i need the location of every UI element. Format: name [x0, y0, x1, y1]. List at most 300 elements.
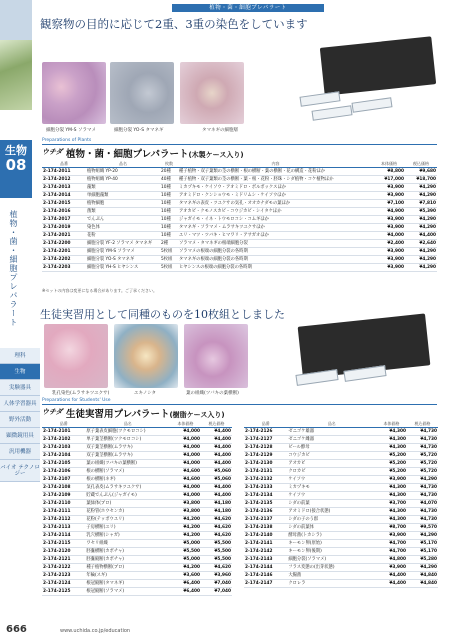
table-cell: 年輪(スギ) [85, 572, 170, 580]
price-cell: ¥4,400 [201, 492, 232, 500]
price-cell: ¥3,600 [170, 572, 201, 580]
product-code: 2-174-2138 [244, 524, 287, 532]
table-row [42, 452, 232, 460]
footer-url[interactable]: www.uchida.co.jp/education [60, 628, 131, 634]
table-cell: 植物組織 YP-20 [86, 168, 160, 176]
product-code: 2-174-2101 [42, 428, 85, 436]
col-header: 税込価格 [407, 420, 438, 428]
product-code: 2-174-2012 [42, 176, 86, 184]
price-cell: ¥3,700 [376, 500, 407, 508]
table-cell: 根の横断(ソラマメ) [85, 468, 170, 476]
price-cell: ¥4,730 [407, 436, 438, 444]
price-cell: ¥3,900 [373, 184, 405, 192]
product-code: 2-174-2133 [244, 484, 287, 492]
price-cell: ¥4,400 [376, 580, 407, 588]
price-cell: ¥4,180 [201, 508, 232, 516]
price-cell: ¥4,400 [376, 572, 407, 580]
micrograph-photo-4 [44, 324, 108, 388]
price-cell: ¥7,040 [201, 580, 232, 588]
product-code: 2-174-2124 [42, 580, 85, 588]
nav-item[interactable]: 実験器具 [0, 380, 40, 396]
product-code: 2-174-2201 [42, 248, 86, 256]
category-number: 08 [5, 156, 27, 174]
table-cell: 10種 [160, 216, 178, 224]
table-cell: 5枚組 [160, 248, 178, 256]
table-row [42, 580, 232, 588]
table-row [42, 200, 437, 208]
table-cell: クロレラ [287, 580, 376, 588]
price-cell: ¥4,200 [170, 516, 201, 524]
price-cell: ¥4,620 [201, 532, 232, 540]
price-cell: ¥3,960 [201, 572, 232, 580]
product-code: 2-174-2109 [42, 492, 85, 500]
nav-item[interactable]: バイオ テクノロジー [0, 460, 40, 482]
price-cell: ¥3,900 [376, 564, 407, 572]
price-cell: ¥4,900 [373, 208, 405, 216]
table-row [42, 248, 437, 256]
price-cell: ¥4,730 [407, 428, 438, 436]
col-header: 枚数 [160, 160, 178, 168]
table-row [42, 444, 232, 452]
col-header: 本体価格 [373, 160, 405, 168]
product-code: 2-174-2021 [42, 232, 86, 240]
product-code: 2-174-2200 [42, 240, 86, 248]
price-cell: ¥4,400 [405, 232, 437, 240]
price-cell: ¥18,700 [405, 176, 437, 184]
table-cell: 根の横断(ネギ) [85, 476, 170, 484]
section-title-text: 生徒実習用プレパラート [66, 409, 170, 420]
table-row [42, 176, 437, 184]
table-cell: 根冠縦断(タマネギ) [85, 580, 170, 588]
table-row [42, 240, 437, 248]
chapter-nav [0, 348, 40, 482]
price-cell: ¥5,200 [376, 452, 407, 460]
table-row [244, 540, 438, 548]
table-cell: 子房横断(ユリ) [85, 524, 170, 532]
section-subtitle: (木製ケース入り) [188, 151, 244, 159]
table-row [244, 572, 438, 580]
micrograph-photo-6 [184, 324, 248, 388]
price-cell: ¥4,000 [373, 232, 405, 240]
photo-caption: 細胞分裂 YO-S タマネギ [114, 128, 164, 133]
section-title-text: 植物・菌・細胞プレパラート [66, 149, 189, 160]
product-code: 2-174-2140 [244, 532, 287, 540]
table-row [244, 516, 438, 524]
table-cell: 10種 [160, 184, 178, 192]
price-cell: ¥3,800 [170, 500, 201, 508]
table-note: ※セットの内容は変更になる場合があります。ご了承ください。 [42, 288, 158, 293]
product-code: 2-174-2141 [244, 540, 287, 548]
price-cell: ¥4,290 [405, 192, 437, 200]
product-code: 2-174-2121 [42, 556, 85, 564]
product-code: 2-174-2203 [42, 264, 86, 272]
price-cell: ¥5,060 [201, 468, 232, 476]
brand-logo: ウチダ [42, 148, 63, 156]
table-row [244, 460, 438, 468]
nav-item[interactable]: 理科 [0, 348, 40, 364]
price-cell: ¥4,300 [376, 436, 407, 444]
product-code: 2-174-2017 [42, 216, 86, 224]
product-code: 2-174-2111 [42, 508, 85, 516]
price-cell: ¥4,730 [407, 516, 438, 524]
table-row [42, 192, 437, 200]
table-cell: 細胞分裂 YF-2 ソラマメ タマネギ [86, 240, 160, 248]
price-cell: ¥4,000 [170, 444, 201, 452]
table-cell: タマネギの根端の細胞分裂の各時期 [178, 256, 373, 264]
price-cell: ¥4,290 [407, 532, 438, 540]
product-code: 2-174-2128 [244, 444, 287, 452]
left-rail [0, 0, 32, 644]
table-row [42, 264, 437, 272]
price-cell: ¥4,290 [405, 184, 437, 192]
product-code: 2-174-2132 [244, 476, 287, 484]
table-cell: シダの前葉 [287, 500, 376, 508]
table-cell: アオミドロ(接合状態) [287, 508, 376, 516]
table-cell: 葉緑体(ブロ) [85, 500, 170, 508]
table-cell: ゼニゴケ雌器 [287, 436, 376, 444]
price-cell: ¥5,500 [201, 548, 232, 556]
category-label: 生物 [5, 144, 27, 157]
price-cell: ¥5,390 [405, 208, 437, 216]
price-cell: ¥3,900 [373, 192, 405, 200]
table-cell: 大腸菌 [287, 572, 376, 580]
section-rule [42, 144, 437, 145]
table-cell: コウジカビ [287, 452, 376, 460]
product-code: 2-174-2112 [42, 516, 85, 524]
nav-item[interactable]: 顕微鏡用具 [0, 428, 40, 444]
product-code: 2-174-2144 [244, 564, 287, 572]
slide-photo [299, 91, 340, 106]
price-cell: ¥4,200 [170, 524, 201, 532]
table-cell: アオカビ [287, 460, 376, 468]
price-cell: ¥5,200 [376, 468, 407, 476]
price-cell: ¥8,800 [373, 168, 405, 176]
table-cell: ワセリ組織 [85, 540, 170, 548]
col-header: 税込価格 [201, 420, 232, 428]
price-cell: ¥3,900 [373, 264, 405, 272]
price-cell: ¥5,170 [407, 548, 438, 556]
price-cell: ¥4,300 [376, 492, 407, 500]
product-code: 2-174-2137 [244, 516, 287, 524]
table-cell: 細胞分裂(ソラマメ) [287, 556, 376, 564]
table-row [244, 444, 438, 452]
product-code: 2-174-2122 [42, 564, 85, 572]
col-header: 品番 [42, 420, 85, 428]
price-cell: ¥5,280 [407, 556, 438, 564]
table-cell: ケイソウ [287, 492, 376, 500]
table-cell: シダの子のう群 [287, 516, 376, 524]
table-row [244, 492, 438, 500]
product-code: 2-174-2129 [244, 452, 287, 460]
table-cell: 菌類 [86, 208, 160, 216]
table-cell: 双子葉茎横断(ムラサキ) [85, 452, 170, 460]
table-cell: ジャガイモ・イネ・トウモロコシ・コムギほか [178, 216, 373, 224]
table-row [42, 468, 232, 476]
price-cell: ¥4,000 [170, 436, 201, 444]
price-cell: ¥3,900 [373, 248, 405, 256]
table-cell: 10種 [160, 232, 178, 240]
price-cell: ¥4,730 [407, 484, 438, 492]
nav-item[interactable]: 野外活動 [0, 412, 40, 428]
price-cell: ¥4,000 [170, 460, 201, 468]
table-row [244, 548, 438, 556]
product-code: 2-174-2014 [42, 192, 86, 200]
product-code: 2-174-2110 [42, 500, 85, 508]
table-cell: クロカビ [287, 468, 376, 476]
table-cell: 10種 [160, 208, 178, 216]
table-cell: 10種 [160, 224, 178, 232]
price-cell: ¥5,000 [170, 540, 201, 548]
section-title [66, 406, 225, 420]
price-cell: ¥5,060 [201, 476, 232, 484]
table-cell: 細胞分裂 YM-S ソラマメ [86, 248, 160, 256]
price-cell: ¥4,200 [170, 564, 201, 572]
product-table-1 [42, 160, 437, 272]
header-band: 植物・菌・細胞プレパラート [172, 4, 324, 12]
price-cell: ¥4,840 [407, 572, 438, 580]
slide-photo [311, 105, 352, 120]
price-cell: ¥4,400 [201, 452, 232, 460]
product-code: 2-174-2113 [42, 524, 85, 532]
slide-box-photo [320, 36, 436, 95]
table-row [42, 208, 437, 216]
section-rule [42, 404, 437, 405]
product-code: 2-174-2107 [42, 476, 85, 484]
price-cell: ¥4,400 [201, 436, 232, 444]
price-cell: ¥4,290 [407, 564, 438, 572]
table-cell: シダの前葉体 [287, 524, 376, 532]
section-title [66, 146, 244, 160]
table-row [244, 428, 438, 436]
price-cell: ¥4,300 [376, 444, 407, 452]
table-row [42, 436, 232, 444]
table-cell: 5枚組 [160, 264, 178, 272]
table-cell: 10種 [160, 200, 178, 208]
price-cell: ¥5,200 [376, 460, 407, 468]
rail-photo [0, 40, 32, 110]
price-cell: ¥3,800 [170, 508, 201, 516]
table-row [42, 532, 232, 540]
table-cell: 5枚組 [160, 256, 178, 264]
product-code: 2-174-2103 [42, 444, 85, 452]
table-row [244, 580, 438, 588]
price-cell: ¥4,000 [170, 452, 201, 460]
table-cell: 20種 [160, 168, 178, 176]
table-cell: アオミドロ・クンショウモ・ミドリムシ・ケイソウほか [178, 192, 373, 200]
price-cell: ¥5,500 [170, 548, 201, 556]
table-cell: 胚嚢縦断(カボチャ) [85, 556, 170, 564]
price-cell: ¥4,400 [201, 460, 232, 468]
table-row [42, 224, 437, 232]
table-row [42, 492, 232, 500]
product-code: 2-174-2125 [42, 588, 85, 596]
product-code: 2-174-2136 [244, 508, 287, 516]
price-cell: ¥5,500 [201, 540, 232, 548]
section-tag: Preparations of Plants [42, 138, 92, 143]
page-title: 観察物の目的に応じて2重、3重の染色をしています [40, 17, 308, 31]
price-cell: ¥5,000 [170, 556, 201, 564]
product-code: 2-174-2147 [244, 580, 287, 588]
table-cell: 単子葉茎横断(ツクモロコシ) [85, 436, 170, 444]
product-code: 2-174-2016 [42, 208, 86, 216]
price-cell: ¥4,800 [376, 556, 407, 564]
product-code: 2-174-2019 [42, 224, 86, 232]
price-cell: ¥4,400 [201, 428, 232, 436]
table-cell: でんぷん [86, 216, 160, 224]
category-tab[interactable] [0, 140, 32, 198]
product-code: 2-174-2131 [244, 468, 287, 476]
price-cell: ¥17,000 [373, 176, 405, 184]
product-code: 2-174-2105 [42, 460, 85, 468]
product-code: 2-174-2104 [42, 452, 85, 460]
price-cell: ¥5,720 [407, 468, 438, 476]
col-header: 品名 [287, 420, 376, 428]
table-row [244, 484, 438, 492]
table-row [42, 216, 437, 224]
product-code: 2-174-2126 [244, 428, 287, 436]
table-cell: 葉の組織(ツバキの葉横断) [85, 460, 170, 468]
product-code: 2-174-2015 [42, 200, 86, 208]
price-cell: ¥4,300 [376, 508, 407, 516]
table-cell: 2種 [160, 240, 178, 248]
table-cell: ゼニゴケ雄器 [287, 428, 376, 436]
table-cell: 植物組織 YP-40 [86, 176, 160, 184]
price-cell: ¥4,700 [376, 540, 407, 548]
price-cell: ¥7,040 [201, 588, 232, 596]
table-cell: ヒヤシンスの根端の細胞分裂の各時期 [178, 264, 373, 272]
page-number: 666 [6, 624, 27, 635]
price-cell: ¥4,620 [201, 524, 232, 532]
table-cell: 貯蔵でんぷん(ジャガイモ) [85, 492, 170, 500]
table-row [42, 460, 232, 468]
table-cell: 植物細胞 [86, 200, 160, 208]
price-cell: ¥4,620 [201, 564, 232, 572]
table-row [42, 516, 232, 524]
price-cell: ¥4,400 [201, 444, 232, 452]
nav-item[interactable]: 汎用機器 [0, 444, 40, 460]
price-cell: ¥2,400 [373, 240, 405, 248]
table-cell: 種子植物・双子葉類の茎の横断・葉・根・花粉・胚珠・シダ植物・コケ植物ほか [178, 176, 373, 184]
table-cell: ユリ・マツ・ツバキ・ヒマワリ・アサガオほか [178, 232, 373, 240]
col-header: 税込価格 [405, 160, 437, 168]
price-cell: ¥2,640 [405, 240, 437, 248]
photo-caption: 葉の組織(ツバキの葉横断) [186, 391, 239, 396]
price-cell: ¥7,100 [373, 200, 405, 208]
table-row [42, 556, 232, 564]
product-code: 2-174-2123 [42, 572, 85, 580]
product-code: 2-174-2135 [244, 500, 287, 508]
price-cell: ¥5,500 [201, 556, 232, 564]
table-cell: 藻類 [86, 184, 160, 192]
table-cell: 単細胞藻類 [86, 192, 160, 200]
price-cell: ¥7,810 [405, 200, 437, 208]
price-cell: ¥5,720 [407, 452, 438, 460]
table-cell: 胚嚢横断(カボチャ) [85, 548, 170, 556]
table-cell: 花粉 [86, 232, 160, 240]
product-code: 2-174-2146 [244, 572, 287, 580]
table-row [42, 540, 232, 548]
product-code: 2-174-2114 [42, 532, 85, 540]
photo-caption: ユキノシタ [134, 391, 157, 396]
price-cell: ¥5,720 [407, 460, 438, 468]
product-code: 2-174-2134 [244, 492, 287, 500]
col-header: 本体価格 [376, 420, 407, 428]
rail-top-band [0, 0, 32, 40]
table-row [42, 548, 232, 556]
price-cell: ¥4,840 [407, 580, 438, 588]
price-cell: ¥9,570 [407, 524, 438, 532]
section-tag: Preparations for Students' Use [42, 398, 111, 403]
brand-logo: ウチダ [42, 408, 63, 416]
table-cell: キーモン卵(原始) [287, 540, 376, 548]
micrograph-photo-2 [110, 62, 174, 124]
col-header: 内容 [178, 160, 373, 168]
price-cell: ¥4,600 [170, 476, 201, 484]
table-cell: ビール酵母 [287, 444, 376, 452]
table-cell: 気孔表皮(ムラサキツユクサ) [85, 484, 170, 492]
price-cell: ¥4,290 [405, 264, 437, 272]
table-row [244, 508, 438, 516]
rail-vertical-label: 植物・菌・細胞プレパラート [9, 210, 18, 327]
photo-caption: 乳孔染色(ムラサキツユクサ) [52, 391, 110, 396]
price-cell: ¥4,180 [201, 500, 232, 508]
price-cell: ¥4,300 [376, 484, 407, 492]
price-cell: ¥4,070 [407, 500, 438, 508]
table-row [42, 524, 232, 532]
nav-item-active[interactable]: 生物 [0, 364, 40, 380]
table-row [244, 500, 438, 508]
table-row [42, 476, 232, 484]
table-cell: 10種 [160, 192, 178, 200]
table-cell: 乳穴横断(シャガ) [85, 532, 170, 540]
table-cell: タマネギの表皮・ツユクサの気孔・オオカナダモの葉ほか [178, 200, 373, 208]
table-cell: フラス変態の(出芽状態) [287, 564, 376, 572]
table-cell: 染色体 [86, 224, 160, 232]
price-cell: ¥4,290 [405, 248, 437, 256]
table-cell: 細胞分裂 YO-S タマネギ [86, 256, 160, 264]
table-row [42, 168, 437, 176]
product-code: 2-174-2130 [244, 460, 287, 468]
table-row [42, 564, 232, 572]
price-cell: ¥4,290 [405, 256, 437, 264]
table-row [244, 476, 438, 484]
col-header: 品番 [42, 160, 86, 168]
table-cell: 40種 [160, 176, 178, 184]
nav-item[interactable]: 人体学習器具 [0, 396, 40, 412]
product-code: 2-174-2115 [42, 540, 85, 548]
price-cell: ¥4,290 [405, 216, 437, 224]
product-table-2-right [244, 420, 438, 588]
table-row [244, 524, 438, 532]
table-row [244, 468, 438, 476]
table-cell: ソラマメの根端の細胞分裂の各時期 [178, 248, 373, 256]
product-code: 2-174-2142 [244, 548, 287, 556]
table-cell: 酵母菌(トカシラ) [287, 532, 376, 540]
price-cell: ¥4,730 [407, 492, 438, 500]
price-cell: ¥4,290 [405, 224, 437, 232]
col-header: 品名 [85, 420, 170, 428]
price-cell: ¥3,900 [373, 216, 405, 224]
table-row [42, 484, 232, 492]
price-cell: ¥6,400 [170, 580, 201, 588]
product-code: 2-174-2102 [42, 436, 85, 444]
price-cell: ¥9,680 [405, 168, 437, 176]
table-cell: 花粉管(ホウセンカ) [85, 508, 170, 516]
table-row [42, 256, 437, 264]
price-cell: ¥3,900 [376, 476, 407, 484]
section-subtitle: (樹脂ケース入り) [169, 411, 225, 419]
product-table-2-left [42, 420, 232, 596]
